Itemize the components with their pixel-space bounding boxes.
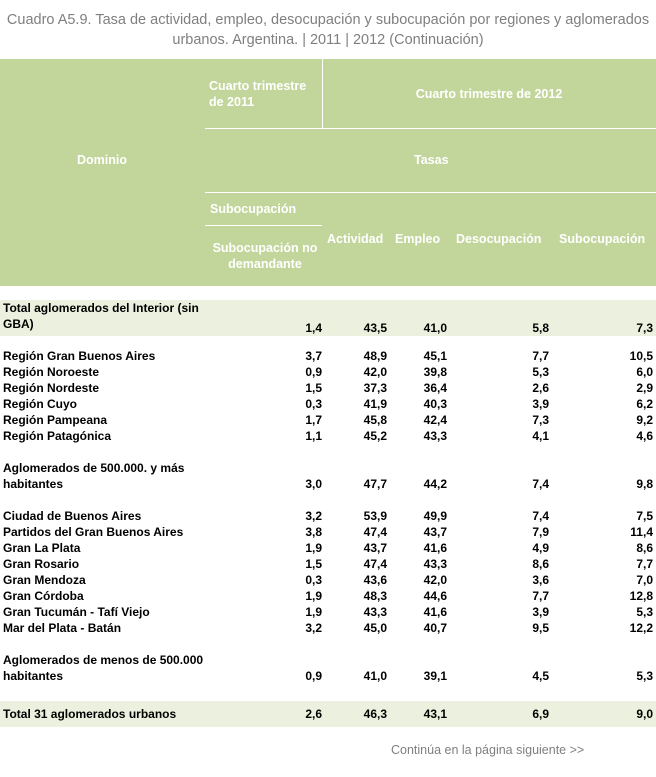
cell-value: 40,7 xyxy=(423,621,447,635)
cell-value: 41,6 xyxy=(423,541,447,555)
table-row xyxy=(0,620,656,636)
cell-value: 41,6 xyxy=(423,605,447,619)
cell-value: 7,7 xyxy=(532,349,549,363)
cell-value: 2,6 xyxy=(532,381,549,395)
cell-value: 47,7 xyxy=(363,477,387,491)
row-label: Aglomerados de 500.000. y más xyxy=(3,461,185,475)
header-divider xyxy=(205,128,656,129)
cell-value: 1,7 xyxy=(305,413,322,427)
cell-value: 3,7 xyxy=(305,349,322,363)
cell-value: 1,9 xyxy=(305,541,322,555)
cell-value: 40,3 xyxy=(423,397,447,411)
header-empleo: Empleo xyxy=(395,232,441,246)
row-label: Ciudad de Buenos Aires xyxy=(3,509,142,523)
cell-value: 4,9 xyxy=(532,541,549,555)
row-label: habitantes xyxy=(3,669,64,683)
row-label: Total aglomerados del Interior (sin xyxy=(3,301,199,315)
header-actividad: Actividad xyxy=(327,232,384,246)
cell-value: 7,7 xyxy=(532,589,549,603)
cell-value: 8,6 xyxy=(636,541,653,555)
cell-value: 12,2 xyxy=(629,621,653,635)
cell-value: 1,4 xyxy=(305,321,322,335)
cell-value: 46,3 xyxy=(363,707,387,721)
cell-value: 41,0 xyxy=(363,669,387,683)
cell-value: 8,6 xyxy=(532,557,549,571)
table-row xyxy=(0,460,656,492)
cell-value: 47,4 xyxy=(363,557,387,571)
row-label: Región Pampeana xyxy=(3,413,108,427)
row-label: Gran La Plata xyxy=(3,541,81,555)
row-label: Total 31 aglomerados urbanos xyxy=(3,707,177,721)
table-row xyxy=(0,540,656,556)
cell-value: 11,4 xyxy=(630,525,653,539)
table-row xyxy=(0,380,656,396)
cell-value: 45,1 xyxy=(423,349,447,363)
cell-value: 1,5 xyxy=(305,381,322,395)
cell-value: 43,6 xyxy=(363,573,387,587)
table-row xyxy=(0,364,656,380)
header-desocupacion: Desocupación xyxy=(456,232,542,246)
cell-value: 1,9 xyxy=(305,589,322,603)
cell-value: 6,2 xyxy=(636,397,653,411)
cell-value: 0,9 xyxy=(305,365,322,379)
header-q2011: Cuarto trimestre de 2011 xyxy=(209,79,307,109)
cell-value: 45,0 xyxy=(363,621,387,635)
row-label: GBA) xyxy=(3,317,34,331)
cell-value: 7,3 xyxy=(532,413,549,427)
table-row xyxy=(0,428,656,444)
table-row xyxy=(0,652,656,684)
row-label: Región Nordeste xyxy=(3,381,100,395)
header-subocupacion-nd: Subocupación no demandante xyxy=(212,241,318,271)
cell-value: 7,3 xyxy=(636,321,653,335)
row-label: Mar del Plata - Batán xyxy=(3,621,122,635)
cell-value: 3,0 xyxy=(305,477,322,491)
cell-value: 1,1 xyxy=(305,429,322,443)
cell-value: 9,5 xyxy=(532,621,549,635)
cell-value: 9,0 xyxy=(636,707,653,721)
table-row xyxy=(0,572,656,588)
cell-value: 42,4 xyxy=(423,413,447,427)
header-q2012: Cuarto trimestre de 2012 xyxy=(415,87,563,101)
row-label: Gran Tucumán - Tafí Viejo xyxy=(3,605,150,619)
cell-value: 3,2 xyxy=(305,621,322,635)
cell-value: 45,2 xyxy=(363,429,387,443)
cell-value: 41,0 xyxy=(423,321,447,335)
cell-value: 44,2 xyxy=(423,477,447,491)
cell-value: 12,8 xyxy=(629,589,653,603)
table-header xyxy=(0,59,656,286)
cell-value: 2,6 xyxy=(305,707,322,721)
table-row xyxy=(0,508,656,524)
cell-value: 5,3 xyxy=(532,365,549,379)
table-title xyxy=(0,10,656,50)
table-row xyxy=(0,348,656,364)
cell-value: 48,3 xyxy=(363,589,387,603)
table-row xyxy=(0,588,656,604)
cell-value: 7,4 xyxy=(532,509,549,523)
cell-value: 37,3 xyxy=(363,381,387,395)
row-label: Partidos del Gran Buenos Aires xyxy=(3,525,184,539)
cell-value: 9,8 xyxy=(636,477,653,491)
cell-value: 3,9 xyxy=(532,397,549,411)
header-dominio: Dominio xyxy=(77,153,127,167)
cell-value: 41,9 xyxy=(363,397,387,411)
cell-value: 48,9 xyxy=(363,349,387,363)
title-line-1: Cuadro A5.9. Tasa de actividad, empleo, desocupación y subocupación por regiones y aglomerados xyxy=(6,12,650,28)
cell-value: 5,3 xyxy=(636,669,653,683)
cell-value: 5,3 xyxy=(636,605,653,619)
cell-value: 0,3 xyxy=(305,397,322,411)
row-label: Región Noroeste xyxy=(3,365,100,379)
cell-value: 47,4 xyxy=(363,525,387,539)
cell-value: 39,8 xyxy=(423,365,447,379)
row-label: Región Gran Buenos Aires xyxy=(3,349,156,363)
row-label: Aglomerados de menos de 500.000 xyxy=(3,653,204,667)
table-row xyxy=(0,556,656,572)
cell-value: 1,5 xyxy=(305,557,322,571)
cell-value: 45,8 xyxy=(363,413,387,427)
row-label: Región Patagónica xyxy=(3,429,112,443)
cell-value: 49,9 xyxy=(423,509,447,523)
row-label: Gran Mendoza xyxy=(3,573,86,587)
cell-value: 7,0 xyxy=(636,573,653,587)
table-row xyxy=(0,396,656,412)
title-line-2: urbanos. Argentina. | 2011 | 2012 (Continuación) xyxy=(172,32,484,48)
cell-value: 0,3 xyxy=(305,573,322,587)
cell-value: 2,9 xyxy=(636,381,653,395)
table-row xyxy=(0,300,656,336)
cell-value: 43,3 xyxy=(423,557,447,571)
header-tasas: Tasas xyxy=(414,153,449,167)
cell-value: 43,3 xyxy=(423,429,447,443)
cell-value: 7,9 xyxy=(532,525,549,539)
header-subocupacion: Subocupación xyxy=(559,232,646,246)
header-divider xyxy=(205,225,322,226)
cell-value: 1,9 xyxy=(305,605,322,619)
cell-value: 42,0 xyxy=(363,365,387,379)
row-label: Gran Córdoba xyxy=(3,589,84,603)
cell-value: 43,7 xyxy=(363,541,387,555)
cell-value: 4,5 xyxy=(532,669,549,683)
cell-value: 53,9 xyxy=(363,509,387,523)
cell-value: 5,8 xyxy=(532,321,549,335)
cell-value: 43,1 xyxy=(423,707,447,721)
cell-value: 43,7 xyxy=(423,525,447,539)
cell-value: 4,6 xyxy=(636,429,653,443)
cell-value: 36,4 xyxy=(423,381,447,395)
cell-value: 3,8 xyxy=(305,525,322,539)
cell-value: 10,5 xyxy=(629,349,653,363)
table-row xyxy=(0,701,656,727)
row-label: Región Cuyo xyxy=(3,397,77,411)
cell-value: 43,5 xyxy=(363,321,387,335)
continue-link[interactable]: Continúa en la página siguiente >> xyxy=(391,743,585,757)
header-subocupacion-group: Subocupación xyxy=(210,202,297,216)
cell-value: 4,1 xyxy=(532,429,549,443)
cell-value: 3,2 xyxy=(305,509,322,523)
cell-value: 3,6 xyxy=(532,573,549,587)
cell-value: 3,9 xyxy=(532,605,549,619)
cell-value: 0,9 xyxy=(305,669,322,683)
cell-value: 6,0 xyxy=(636,365,653,379)
cell-value: 42,0 xyxy=(423,573,447,587)
cell-value: 9,2 xyxy=(636,413,653,427)
cell-value: 6,9 xyxy=(532,707,549,721)
header-divider xyxy=(205,192,656,193)
cell-value: 7,5 xyxy=(636,509,653,523)
table-row xyxy=(0,604,656,620)
cell-value: 7,4 xyxy=(532,477,549,491)
row-label: habitantes xyxy=(3,477,64,491)
cell-value: 44,6 xyxy=(423,589,447,603)
table-row xyxy=(0,412,656,428)
table-row xyxy=(0,524,656,540)
cell-value: 43,3 xyxy=(363,605,387,619)
cell-value: 7,7 xyxy=(636,557,653,571)
row-label: Gran Rosario xyxy=(3,557,80,571)
cell-value: 39,1 xyxy=(423,669,447,683)
